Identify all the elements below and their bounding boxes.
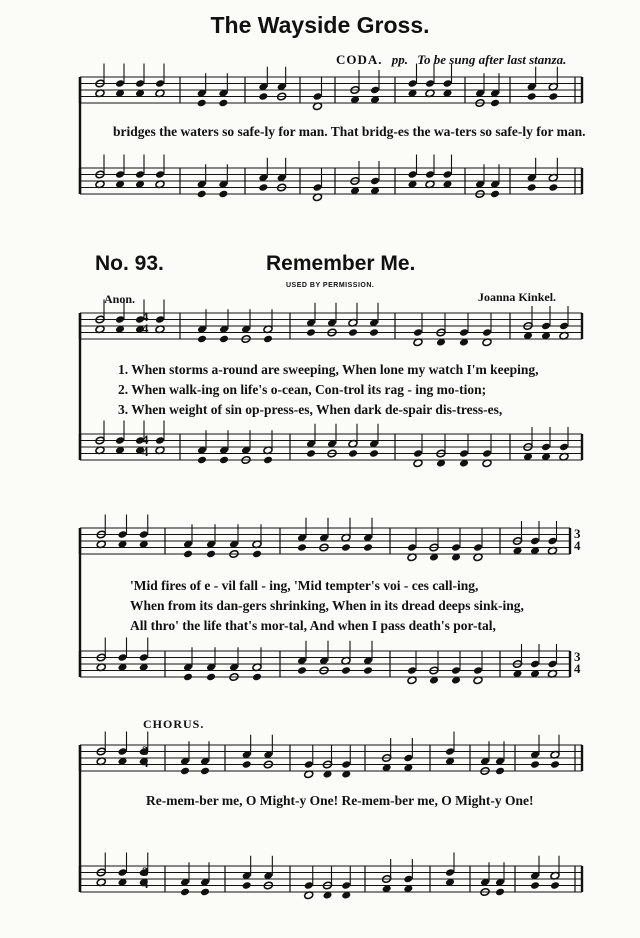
chorus-bass-staff-note: [180, 888, 190, 897]
hymn-number: No. 93.: [95, 252, 164, 275]
chorus-bass-staff-note: [550, 881, 560, 890]
system1-bass-staff-note: [348, 449, 358, 458]
system1-treble-staff-note: [369, 328, 379, 337]
system1-treble-staff-note: [263, 335, 273, 344]
system1-bass-staff-note: [197, 456, 207, 465]
coda-treble-staff-note: [527, 92, 537, 101]
system2-bass-staff-note: [341, 666, 351, 675]
coda-instruction: To be sung after last stanza.: [417, 52, 567, 67]
coda-bass-staff-note: [548, 183, 558, 192]
coda-bass-staff-note: [197, 190, 207, 199]
system1-treble-staff-note: [219, 335, 229, 344]
system2-bass-staff-note: [252, 673, 262, 682]
system2-bass-staff-note: [363, 666, 373, 675]
chorus-bass-staff-note: [200, 888, 210, 897]
system1-treble-staff-note: [306, 328, 316, 337]
system1-verse3: 3. When weight of sin op-press-es, When dark de-spair dis-tress-es,: [118, 402, 503, 417]
chorus-bass-staff-note: [530, 881, 540, 890]
system2-treble-staff-note: [183, 550, 193, 559]
chorus-bass-staff-note: [495, 888, 505, 897]
coda-label: CODA.: [336, 52, 383, 67]
coda-treble-staff-note: [258, 92, 268, 101]
time-sig-system2-end-treble: 3 4: [574, 526, 581, 553]
system2-treble-staff-note: [252, 550, 262, 559]
system1-bass-staff-note: [219, 456, 229, 465]
system2-verse2: When from its dan-gers shrinking, When in its dread deeps sink-ing,: [130, 598, 524, 613]
coda-lyric: bridges the waters so safe-ly for man. That bridg-es the wa-ters so safe-ly for man.: [113, 124, 586, 139]
chorus-bass-staff-note: [242, 881, 252, 890]
permission-note: USED BY PERMISSION.: [286, 282, 375, 289]
coda-bass-staff-note: [258, 183, 268, 192]
chorus-treble-staff-note: [180, 767, 190, 776]
author-credit: Joanna Kinkel.: [478, 290, 557, 304]
chorus-treble-staff-note: [550, 760, 560, 769]
system2-bass-staff-note: [297, 666, 307, 675]
system2-bass-staff-note: [206, 673, 216, 682]
time-sig-system2-end-bass: 3 4: [574, 649, 581, 676]
system2-treble-staff-note: [297, 543, 307, 552]
time-sig-system1-treble: 4 4: [142, 309, 149, 336]
system2-treble-staff-note: [206, 550, 216, 559]
system1-bass-staff-note: [306, 449, 316, 458]
time-sig-system1-bass: 4 4: [142, 432, 149, 459]
top-hymn-title: The Wayside Gross.: [210, 12, 430, 38]
composer-credit: Anon.: [104, 292, 136, 306]
system2-verse1: 'Mid fires of e - vil fall - ing, 'Mid tempter's voi - ces call-ing,: [130, 578, 479, 593]
system2-bass-staff-note: [183, 673, 193, 682]
chorus-treble-staff-note: [200, 767, 210, 776]
coda-bass-staff-note: [490, 190, 500, 199]
time-sig-chorus-bass: 3 4: [142, 864, 149, 891]
chorus-lyric: Re-mem-ber me, O Might-y One! Re-mem-ber me, O Might-y One!: [146, 793, 534, 808]
chorus-treble-staff-note: [495, 767, 505, 776]
chorus-treble-staff-note: [242, 760, 252, 769]
system2-treble-staff-note: [363, 543, 373, 552]
system1-bass-staff-note: [369, 449, 379, 458]
coda-treble-staff-note: [218, 99, 228, 108]
coda-treble-staff-note: [197, 99, 207, 108]
coda-treble-staff-note: [548, 92, 558, 101]
coda-bass-staff-note: [527, 183, 537, 192]
system2-verse3: All thro' the life that's mor-tal, And when I pass death's por-tal,: [130, 618, 496, 633]
time-sig-chorus-treble: 3 4: [142, 743, 149, 770]
system1-treble-staff-note: [348, 328, 358, 337]
hymn-title: Remember Me.: [266, 252, 416, 275]
coda-treble-staff-note: [490, 99, 500, 108]
chorus-label: CHORUS.: [143, 717, 205, 731]
system1-verse1: 1. When storms a-round are sweeping, When lone my watch I'm keeping,: [118, 362, 539, 377]
system1-treble-staff-note: [197, 335, 207, 344]
system1-verse2: 2. When walk-ing on life's o-cean, Con-trol its rag - ing mo-tion;: [118, 382, 487, 397]
system2-treble-staff-note: [341, 543, 351, 552]
chorus-treble-staff-note: [530, 760, 540, 769]
coda-dynamic: pp.: [391, 52, 409, 67]
system1-bass-staff-note: [263, 456, 273, 465]
coda-bass-staff-note: [218, 190, 228, 199]
